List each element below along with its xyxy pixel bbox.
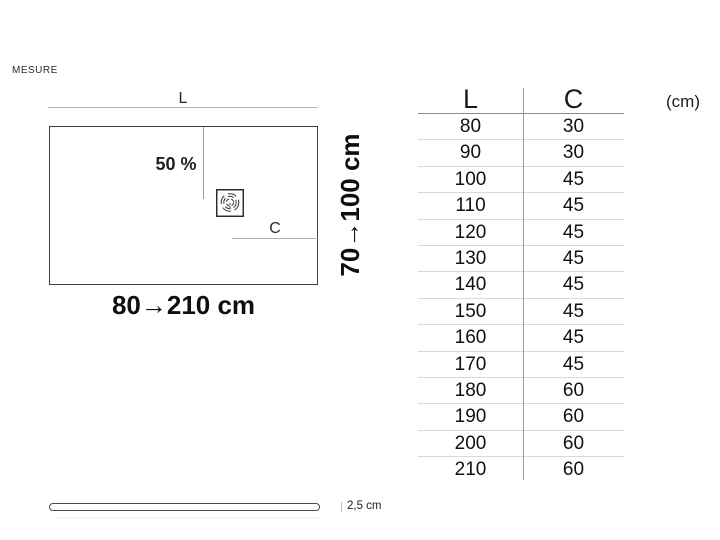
column-header-length: L	[462, 84, 479, 114]
length-value: 150	[454, 300, 487, 322]
length-value: 170	[454, 353, 487, 375]
drain-icon	[216, 189, 244, 217]
center-value: 30	[562, 116, 585, 137]
center-value: 45	[562, 327, 585, 349]
slope-percentage-label: 50 %	[155, 154, 197, 174]
table-row	[418, 114, 624, 140]
unit-label: (cm)	[666, 92, 700, 111]
length-value: 180	[454, 379, 487, 401]
center-value: 45	[562, 247, 585, 269]
center-value: 60	[562, 406, 585, 428]
center-value: 45	[562, 168, 585, 190]
length-value: 140	[454, 274, 487, 296]
size-table-header	[418, 85, 624, 114]
thickness-label: 2,5 cm	[347, 500, 382, 512]
length-dimension-line	[48, 107, 318, 108]
center-dimension-line	[232, 238, 318, 239]
center-value: 45	[562, 195, 585, 217]
center-value: 60	[562, 379, 585, 401]
center-value: 45	[562, 300, 585, 322]
table-row	[418, 167, 624, 193]
length-value: 190	[454, 406, 487, 428]
center-value: 45	[562, 274, 585, 296]
table-row	[418, 140, 624, 166]
shower-tray-outline	[49, 126, 318, 285]
center-value: 30	[562, 142, 585, 164]
column-header-center: C	[563, 84, 584, 114]
thickness-bar	[49, 503, 320, 511]
thickness-tick-icon	[341, 502, 342, 512]
table-row	[418, 325, 624, 351]
length-value: 110	[455, 195, 486, 217]
table-row	[418, 246, 624, 272]
table-row	[418, 352, 624, 378]
page-title: MESURE	[12, 65, 58, 76]
table-row	[418, 220, 624, 246]
center-value: 60	[562, 432, 585, 454]
thickness-bar-shadow	[56, 517, 322, 518]
table-row	[418, 272, 624, 298]
center-value: 45	[562, 353, 585, 375]
center-value: 60	[562, 459, 585, 481]
table-row	[418, 299, 624, 325]
length-value: 90	[459, 142, 482, 164]
table-row	[418, 378, 624, 404]
length-value: 80	[459, 116, 482, 137]
table-row	[418, 457, 624, 483]
length-value: 200	[454, 432, 487, 454]
size-table-body	[418, 114, 624, 483]
size-table	[418, 85, 624, 483]
width-range-label: 70→100 cm	[335, 133, 365, 277]
length-range-label: 80→210 cm	[111, 290, 256, 320]
table-row	[418, 431, 624, 457]
length-dimension-label: L	[178, 90, 188, 107]
center-dimension-label: C	[269, 220, 281, 237]
table-row	[418, 193, 624, 219]
length-value: 130	[454, 247, 487, 269]
length-value: 160	[454, 327, 487, 349]
table-row	[418, 404, 624, 430]
column-divider-line	[523, 88, 524, 480]
length-value: 120	[454, 221, 487, 243]
length-value: 210	[454, 459, 487, 481]
length-value: 100	[454, 168, 487, 190]
center-value: 45	[562, 221, 585, 243]
